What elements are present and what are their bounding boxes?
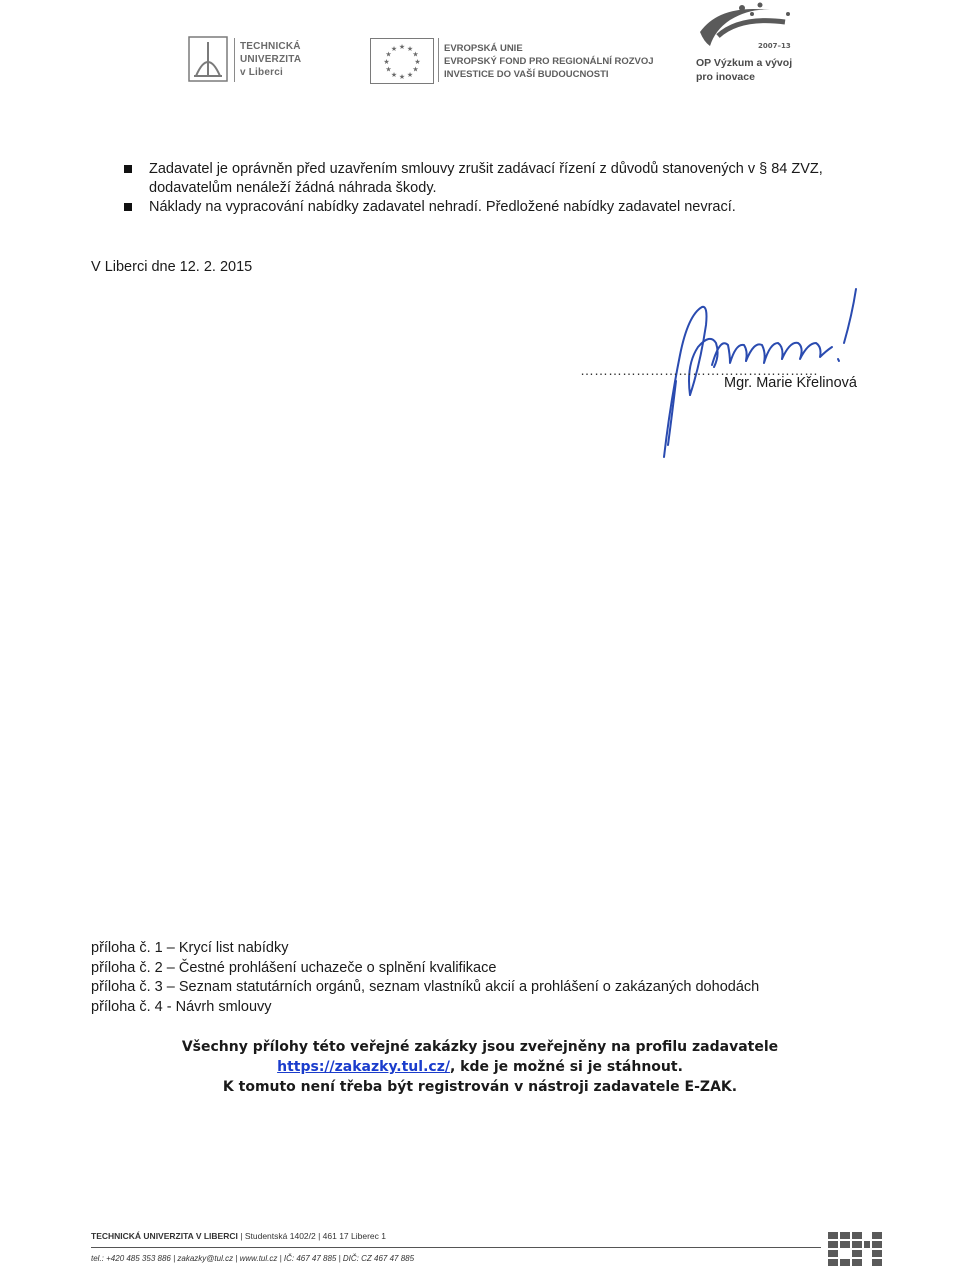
op-logo-line: pro inovace (696, 71, 755, 83)
svg-text:★: ★ (398, 43, 406, 51)
attachment-item: příloha č. 2 – Čestné prohlášení uchazeče o splnění kvalifikace (91, 959, 497, 976)
svg-text:★: ★ (398, 73, 406, 81)
tul-emblem-icon (188, 36, 228, 82)
attachments-list (91, 939, 759, 1017)
date-place: V Liberci dne 12. 2. 2015 (91, 259, 253, 275)
svg-text:★: ★ (385, 65, 392, 74)
list-item-text: Náklady na vypracování nabídky zadavatel nehradí. Předložené nabídky zadavatel nevrací. (149, 199, 736, 215)
signature-line: …………………………………………… (580, 362, 818, 378)
profile-link[interactable]: https://zakazky.tul.cz/ (277, 1059, 450, 1075)
svg-text:★: ★ (406, 45, 414, 53)
footer-org: TECHNICKÁ UNIVERZITA V LIBERCI (91, 1231, 238, 1241)
signer-name: Mgr. Marie Křelinová (724, 375, 857, 391)
svg-text:★: ★ (385, 50, 392, 59)
footer-address (91, 1231, 386, 1241)
list-item (124, 198, 872, 217)
tul-logo-line: UNIVERZITA (240, 54, 302, 65)
attachment-item: příloha č. 1 – Krycí list nabídky (91, 940, 289, 956)
footer-address-text: Studentská 1402/2 | 461 17 Liberec 1 (244, 1231, 386, 1241)
svg-text:★: ★ (412, 50, 419, 59)
op-years: 2007–13 (758, 42, 791, 50)
svg-text:★: ★ (412, 65, 419, 74)
notice-line-rest: , kde je možné si je stáhnout. (449, 1059, 683, 1075)
tul-grid-logo-icon (828, 1232, 882, 1266)
op-logo-text (696, 56, 792, 84)
svg-text:★: ★ (383, 58, 390, 66)
footer-contact: tel.: +420 485 353 886 | zakazky@tul.cz | www.tul.cz | IČ: 467 47 885 | DIČ: CZ 467 47 885 (91, 1254, 415, 1263)
notice-line (91, 1057, 869, 1077)
svg-text:★: ★ (390, 45, 398, 53)
logo-divider (438, 38, 439, 82)
eu-logo-line: EVROPSKÝ FOND PRO REGIONÁLNÍ ROZVOJ (444, 56, 654, 67)
eu-logo (370, 38, 654, 86)
eu-logo-line: INVESTICE DO VAŠÍ BUDOUCNOSTI (444, 69, 609, 80)
svg-text:★: ★ (414, 58, 421, 66)
op-logo-line: OP Výzkum a vývoj (696, 57, 793, 69)
tul-logo-text (240, 40, 301, 79)
svg-text:★: ★ (406, 71, 414, 79)
attachment-item: příloha č. 4 - Návrh smlouvy (91, 998, 272, 1015)
notice-line: Všechny přílohy této veřejné zakázky jsou zveřejněny na profilu zadavatele (181, 1039, 779, 1055)
op-vvi-logo (690, 2, 810, 92)
conditions-list (124, 160, 872, 217)
tul-logo-line: v Liberci (240, 67, 283, 78)
svg-text:★: ★ (390, 71, 398, 79)
eu-logo-text (444, 42, 654, 81)
list-item (124, 160, 872, 198)
square-bullet-icon (124, 203, 132, 211)
eu-flag-icon (370, 38, 434, 84)
footer-divider (91, 1247, 821, 1248)
op-swoosh-icon (690, 2, 810, 56)
attachments-notice (91, 1037, 869, 1097)
logo-divider (234, 38, 235, 82)
tul-logo-line: TECHNICKÁ (240, 41, 301, 52)
list-item-text: Zadavatel je oprávněn před uzavřením smlouvy zrušit zadávací řízení z důvodů stanovených v § 84 ZVZ, dodavatelům nenáleží žádná náhrada škody. (149, 161, 823, 196)
footer-separator: | (240, 1231, 243, 1241)
attachment-item: příloha č. 3 – Seznam statutárních orgánů, seznam vlastníků akcií a prohlášení o zakázaných dohodách (91, 979, 760, 995)
notice-line: K tomuto není třeba být registrován v nástroji zadavatele E-ZAK. (222, 1079, 738, 1095)
tul-logo (188, 36, 318, 86)
square-bullet-icon (124, 165, 132, 173)
eu-logo-line: EVROPSKÁ UNIE (444, 43, 523, 54)
